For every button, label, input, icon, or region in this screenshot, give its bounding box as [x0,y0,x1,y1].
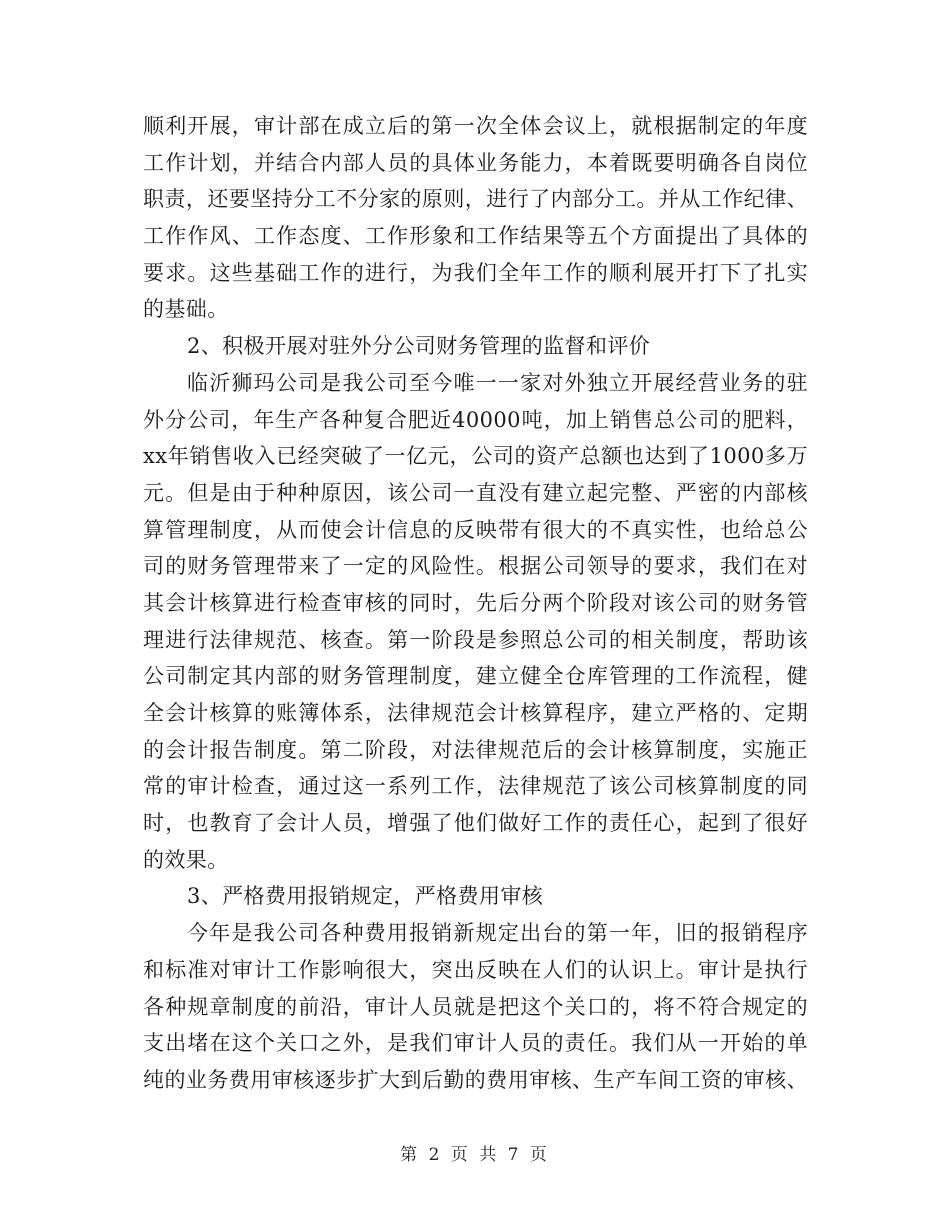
text-line: 外分公司，年生产各种复合肥近40000吨，加上销售总公司的肥料， [143,407,808,432]
text-line: 全会计核算的账簿体系，法律规范会计核算程序，建立严格的、定期 [143,701,808,725]
text-line: 工作作风、工作态度、工作形象和工作结果等五个方面提出了具体的 [143,224,808,249]
text-line: 的会计报告制度。第二阶段，对法律规范后的会计核算制度，实施正 [143,737,808,762]
text-line: 时，也教育了会计人员，增强了他们做好工作的责任心，起到了很好 [143,811,808,836]
text-line: 其会计核算进行检查审核的同时，先后分两个阶段对该公司的财务管 [143,590,808,615]
text-line: 和标准对审计工作影响很大，突出反映在人们的认识上。审计是执行 [143,957,808,982]
text-line: 工作计划，并结合内部人员的具体业务能力，本着既要明确各自岗位 [143,150,808,175]
text-line: 的效果。 [143,847,229,872]
text-line: xx年销售收入已经突破了一亿元，公司的资产总额也达到了1000多万 [143,444,808,469]
body-text [143,108,808,1099]
section-heading: 3、严格费用报销规定，严格费用审核 [187,884,544,909]
text-line: 今年是我公司各种费用报销新规定出台的第一年，旧的报销程序 [187,921,808,946]
text-line: 支出堵在这个关口之外，是我们审计人员的责任。我们从一开始的单 [143,1031,808,1056]
text-line: 临沂狮玛公司是我公司至今唯一一家对外独立开展经营业务的驻 [187,370,808,395]
section-heading: 2、积极开展对驻外分公司财务管理的监督和评价 [187,334,651,359]
text-line: 纯的业务费用审核逐步扩大到后勤的费用审核、生产车间工资的审核、 [143,1067,808,1092]
text-line: 理进行法律规范、核查。第一阶段是参照总公司的相关制度，帮助该 [143,627,808,652]
text-line: 算管理制度，从而使会计信息的反映带有很大的不真实性，也给总公 [143,517,808,542]
text-line: 司的财务管理带来了一定的风险性。根据公司领导的要求，我们在对 [143,554,808,579]
page-number-footer: 第 2 页 共 7 页 [400,1145,550,1165]
text-line: 元。但是由于种种原因，该公司一直没有建立起完整、严密的内部核 [143,480,808,505]
text-line: 公司制定其内部的财务管理制度，建立健全仓库管理的工作流程，健 [143,664,808,689]
text-line: 各种规章制度的前沿，审计人员就是把这个关口的，将不符合规定的 [143,994,808,1019]
text-line: 常的审计检查，通过这一系列工作，法律规范了该公司核算制度的同 [143,774,808,799]
text-line: 的基础。 [143,297,229,322]
text-line: 职责，还要坚持分工不分家的原则，进行了内部分工。并从工作纪律、 [143,187,808,212]
text-line: 要求。这些基础工作的进行，为我们全年工作的顺利展开打下了扎实 [143,260,808,285]
text-line: 顺利开展，审计部在成立后的第一次全体会议上，就根据制定的年度 [143,114,808,138]
